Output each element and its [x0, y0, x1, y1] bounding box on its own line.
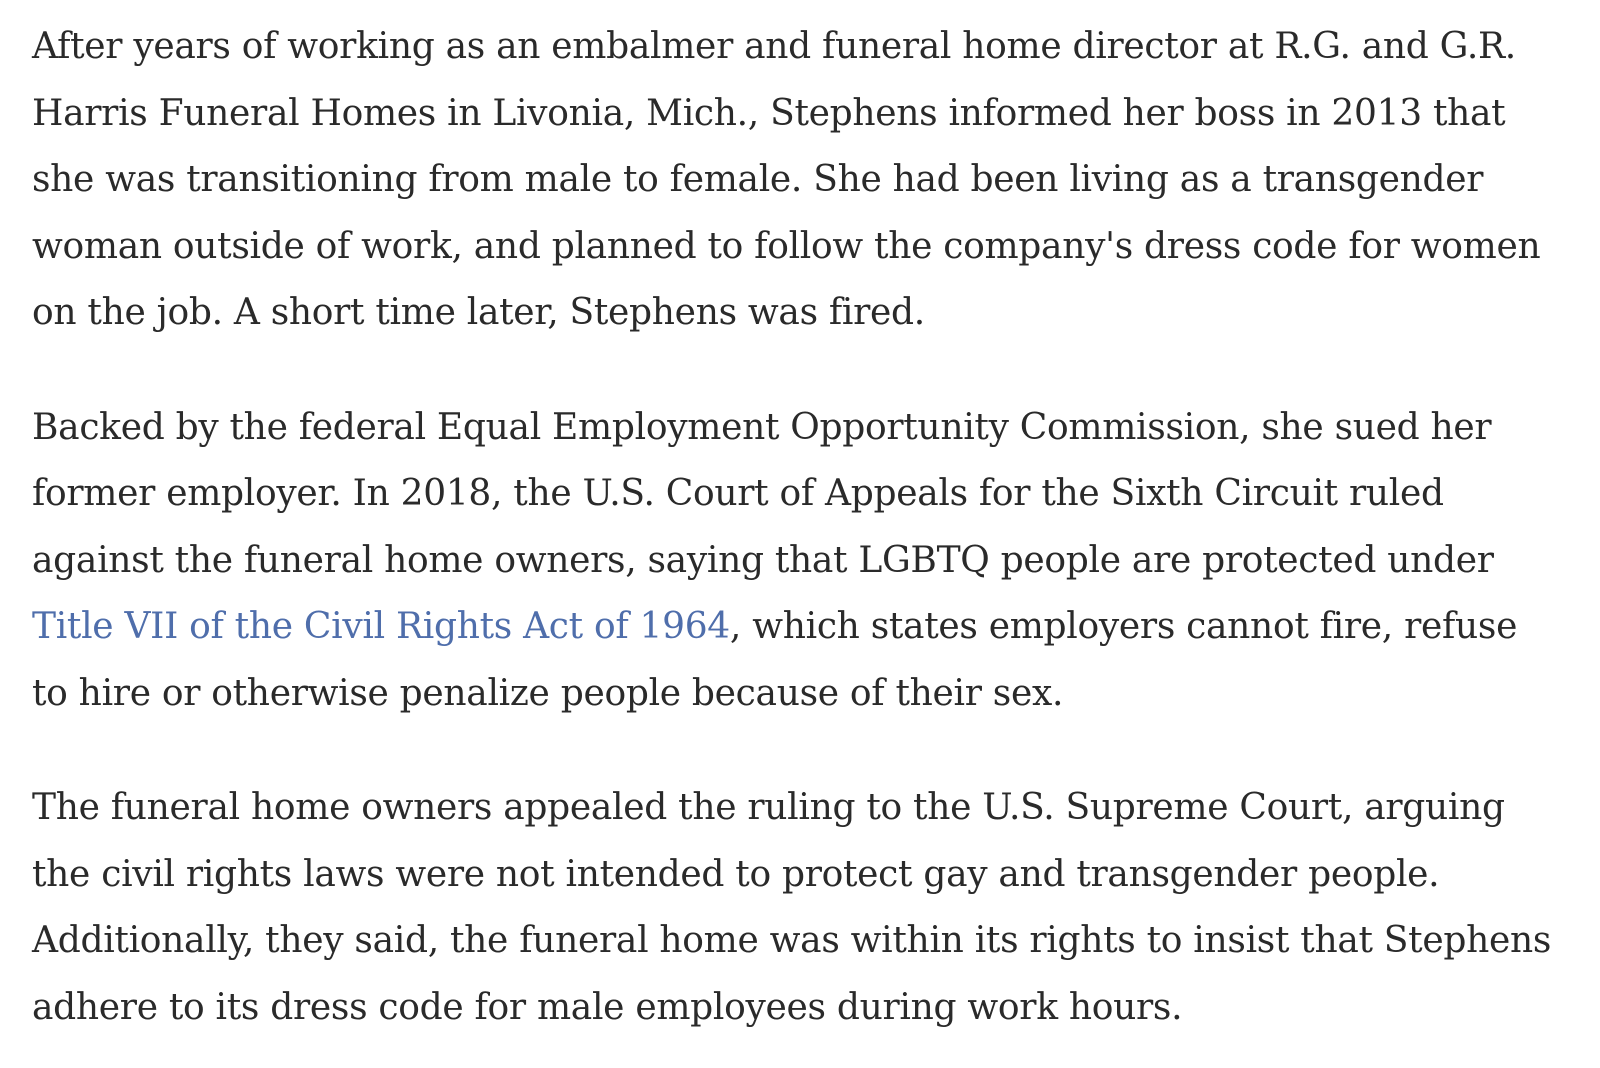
- paragraph-2: [32, 395, 1552, 728]
- title-vii-link[interactable]: Title VII of the Civil Rights Act of 1964: [32, 606, 730, 647]
- article-body: [32, 14, 1552, 1041]
- paragraph-3: The funeral home owners appealed the ruling to the U.S. Supreme Court, arguing the civil rights laws were not intended to protect gay and transgender people. Additionally, they said, the funeral home was within its rights to insist that Stephens adhere to its dress code for male employees during work hours.: [32, 787, 1552, 1028]
- paragraph-1: After years of working as an embalmer and funeral home director at R.G. and G.R. Harris Funeral Homes in Livonia, Mich., Stephens informed her boss in 2013 that she was transitioning from male to female. She had been living as a transgender woman outside of work, and planned to follow the company's dress code for women on the job. A short time later, Stephens was fired.: [32, 26, 1541, 333]
- paragraph-2-text-after-link: , which states employers cannot fire, refuse to hire or otherwise penalize people because of their sex.: [32, 606, 1518, 714]
- paragraph-2-text-before-link: Backed by the federal Equal Employment Opportunity Commission, she sued her former employer. In 2018, the U.S. Court of Appeals for the Sixth Circuit ruled against the funeral home owners, saying that LGBTQ people are protected under: [32, 406, 1494, 581]
